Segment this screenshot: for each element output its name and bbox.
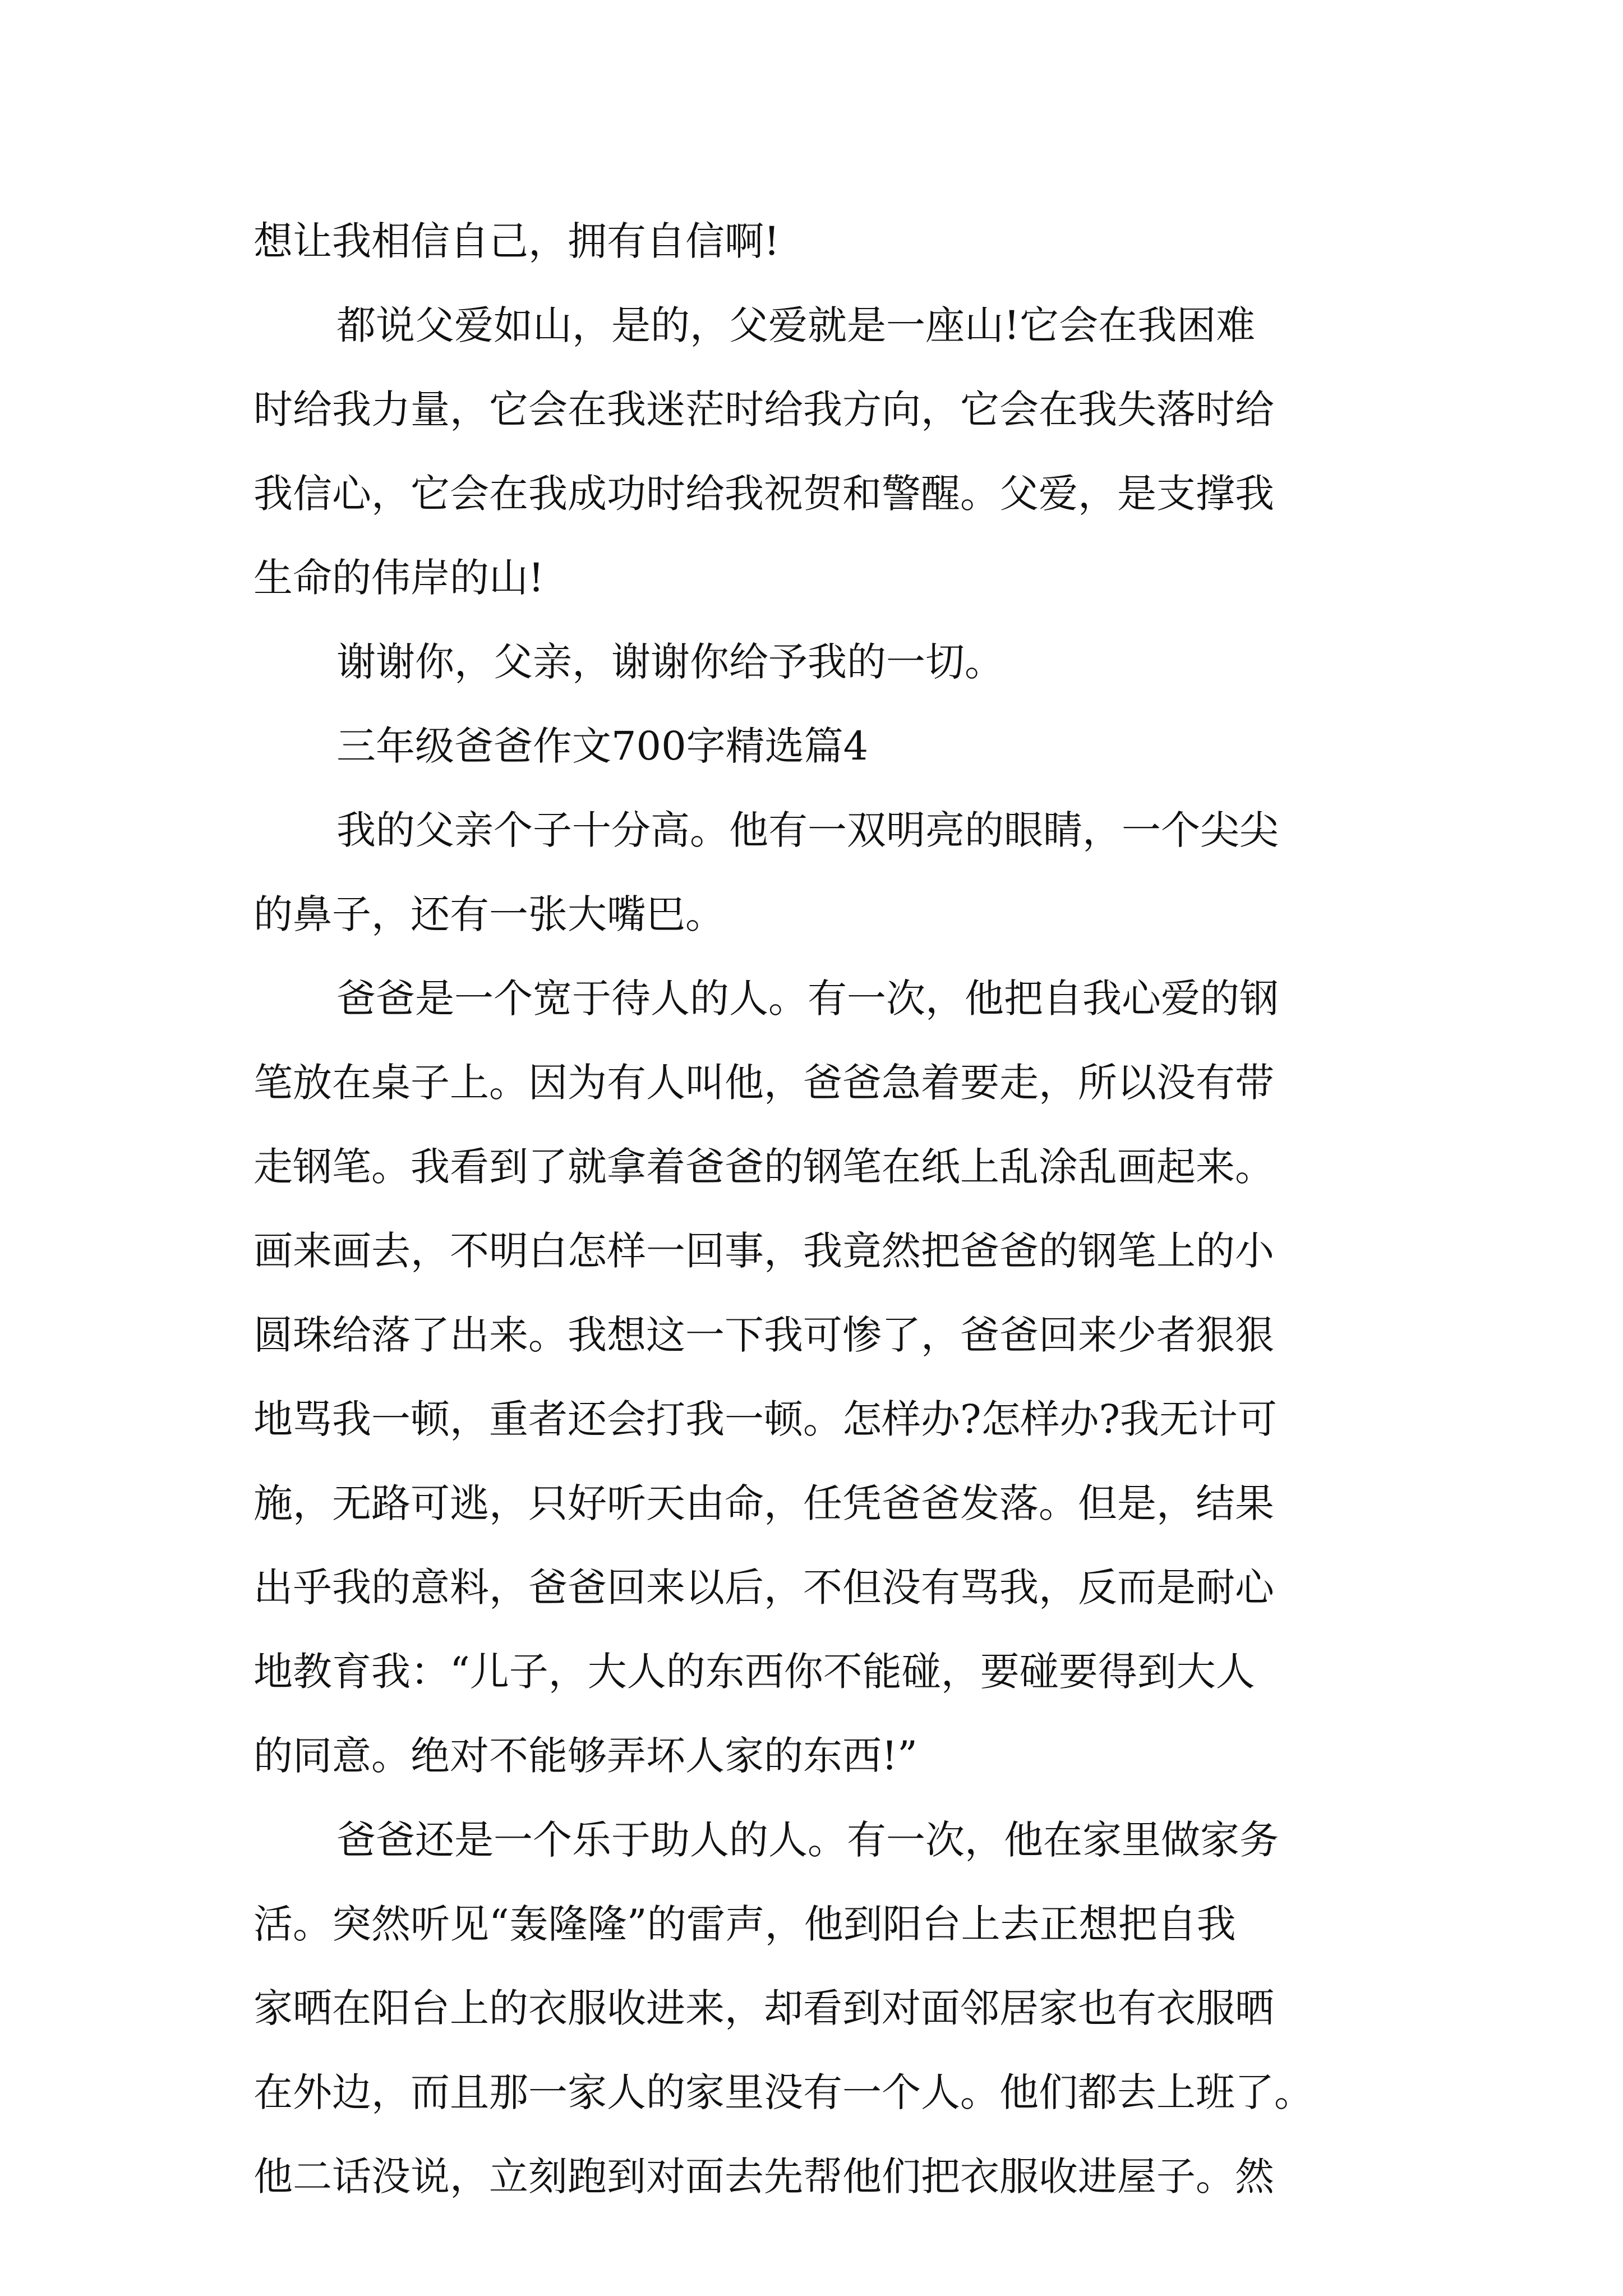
text-line: 想让我相信自己，拥有自信啊! xyxy=(253,218,780,264)
text-line: 施，无路可逃，只好听天由命，任凭爸爸发落。但是，结果 xyxy=(253,1480,1274,1526)
text-line: 我信心，它会在我成功时给我祝贺和警醒。父爱，是支撑我 xyxy=(253,471,1274,517)
text-line: 他二话没说，立刻跑到对面去先帮他们把衣服收进屋子。然 xyxy=(253,2154,1274,2200)
text-line: 地教育我：“儿子，大人的东西你不能碰，要碰要得到大人 xyxy=(253,1649,1255,1695)
text-line: 生命的伟岸的山! xyxy=(253,555,545,601)
text-line: 圆珠给落了出来。我想这一下我可惨了，爸爸回来少者狠狠 xyxy=(253,1312,1274,1358)
text-line: 在外边，而且那一家人的家里没有一个人。他们都去上班了。 xyxy=(253,2069,1313,2115)
text-line: 的鼻子，还有一张大嘴巴。 xyxy=(253,891,725,937)
text-line: 时给我力量，它会在我迷茫时给我方向，它会在我失落时给 xyxy=(253,386,1274,432)
text-line: 笔放在桌子上。因为有人叫他，爸爸急着要走，所以没有带 xyxy=(253,1060,1274,1106)
text-line: 的同意。绝对不能够弄坏人家的东西!” xyxy=(253,1733,917,1779)
text-line: 活。突然听见“轰隆隆”的雷声，他到阳台上去正想把自我 xyxy=(253,1901,1236,1947)
text-line: 爸爸是一个宽于待人的人。有一次，他把自我心爱的钢 xyxy=(336,976,1279,1022)
text-line: 爸爸还是一个乐于助人的人。有一次，他在家里做家务 xyxy=(336,1817,1279,1863)
text-line: 走钢笔。我看到了就拿着爸爸的钢笔在纸上乱涂乱画起来。 xyxy=(253,1144,1274,1190)
text-line: 我的父亲个子十分高。他有一双明亮的眼睛，一个尖尖 xyxy=(336,807,1279,853)
section-heading: 三年级爸爸作文700字精选篇4 xyxy=(336,723,869,769)
text-line: 都说父爱如山，是的，父爱就是一座山!它会在我困难 xyxy=(336,302,1256,348)
text-line: 谢谢你，父亲，谢谢你给予我的一切。 xyxy=(336,639,1004,685)
text-line: 地骂我一顿，重者还会打我一顿。怎样办?怎样办?我无计可 xyxy=(253,1396,1278,1442)
text-line: 家晒在阳台上的衣服收进来，却看到对面邻居家也有衣服晒 xyxy=(253,1985,1274,2031)
text-line: 出乎我的意料，爸爸回来以后，不但没有骂我，反而是耐心 xyxy=(253,1565,1274,1611)
text-line: 画来画去，不明白怎样一回事，我竟然把爸爸的钢笔上的小 xyxy=(253,1228,1274,1274)
